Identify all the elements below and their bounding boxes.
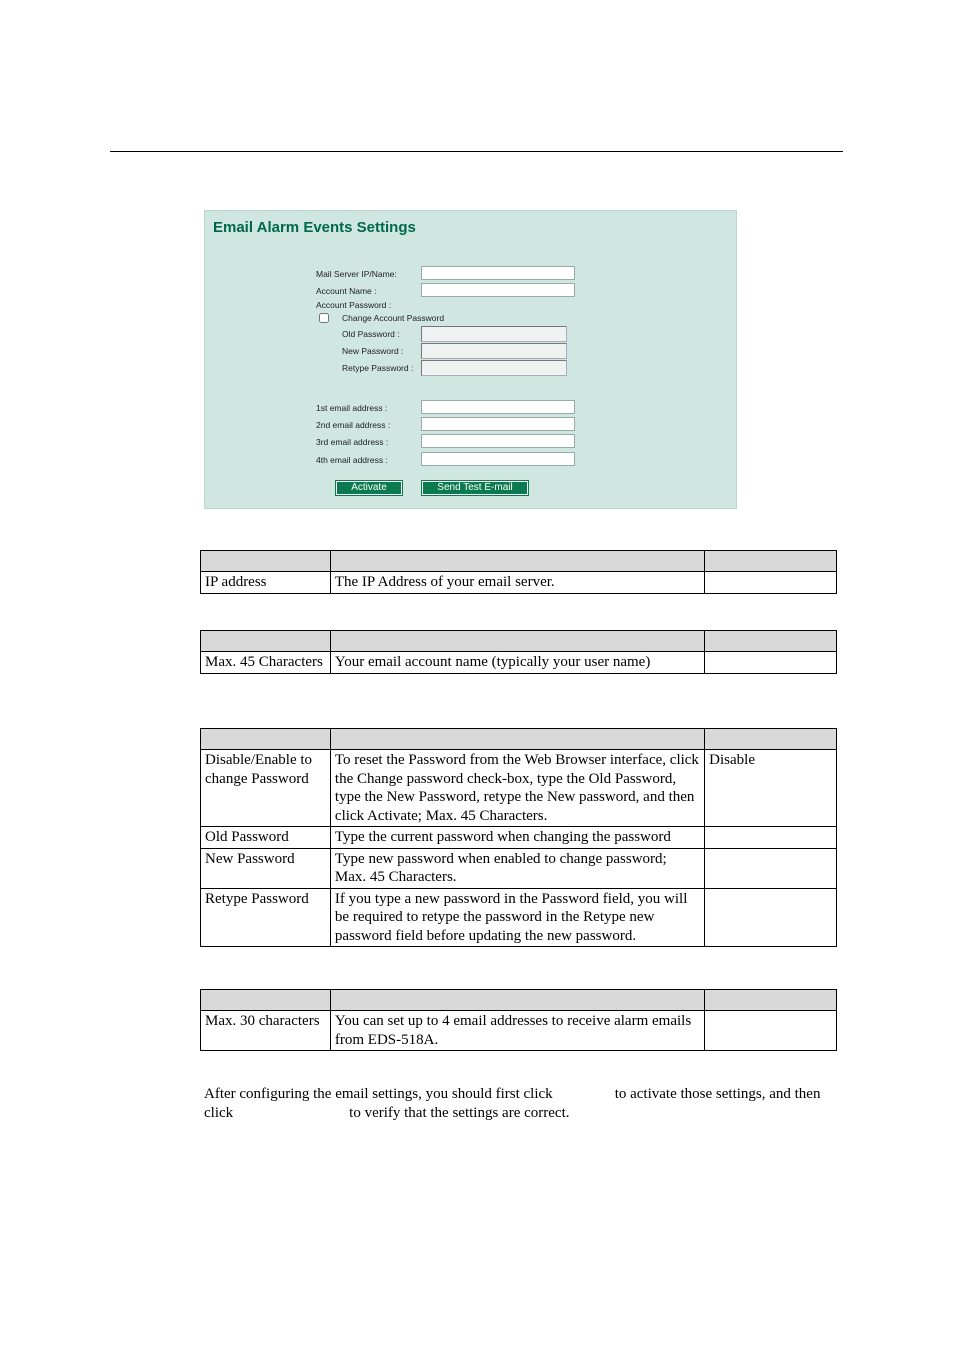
table-row xyxy=(201,750,837,827)
send-test-email-button[interactable]: Send Test E-mail xyxy=(422,481,528,495)
table-row xyxy=(201,572,837,594)
email1-input[interactable] xyxy=(421,400,575,414)
old-password-input[interactable] xyxy=(421,326,567,342)
default-cell: Disable xyxy=(705,750,837,827)
description-cell: You can set up to 4 email addresses to receive alarm emails from EDS-518A. xyxy=(330,1011,704,1051)
table-row xyxy=(201,827,837,849)
table-header-row xyxy=(201,631,837,652)
new-password-label: New Password : xyxy=(342,346,404,356)
email3-label: 3rd email address : xyxy=(316,437,389,447)
para-part3: to verify that the settings are correct. xyxy=(349,1104,570,1121)
mail-server-input[interactable] xyxy=(421,266,575,280)
mail-server-label: Mail Server IP/Name: xyxy=(316,269,397,279)
email2-label: 2nd email address : xyxy=(316,420,391,430)
description-cell: If you type a new password in the Password field, you will be required to retype the password in the Retype new password field before updating the new password. xyxy=(330,888,704,947)
table-row xyxy=(201,1011,837,1051)
default-cell xyxy=(705,1011,837,1051)
new-password-input[interactable] xyxy=(421,343,567,359)
email3-input[interactable] xyxy=(421,434,575,448)
activate-button[interactable]: Activate xyxy=(336,481,402,495)
account-name-table xyxy=(200,630,837,674)
default-cell xyxy=(705,827,837,849)
email4-label: 4th email address : xyxy=(316,455,388,465)
para-part1: After configuring the email settings, you should first click xyxy=(204,1086,553,1102)
description-cell: To reset the Password from the Web Browser interface, click the Change password check-box, type the Old Password, type the New Password, retype the New password, and then click Activate; Max. 45 Characters. xyxy=(330,750,704,827)
change-password-label: Change Account Password xyxy=(342,313,445,323)
setting-cell: New Password xyxy=(201,848,331,888)
email4-input[interactable] xyxy=(421,452,575,466)
default-cell xyxy=(705,572,837,594)
mail-server-table xyxy=(200,550,837,594)
table-row xyxy=(201,652,837,674)
description-cell: Type new password when enabled to change password; Max. 45 Characters. xyxy=(330,848,704,888)
retype-password-input[interactable] xyxy=(421,360,567,376)
email-address-table xyxy=(200,989,837,1051)
table-header-row xyxy=(201,551,837,572)
para-part2: to activate those settings, and then click xyxy=(204,1086,821,1121)
email-alarm-settings-panel xyxy=(204,210,737,509)
password-table xyxy=(200,728,837,947)
description-cell: Your email account name (typically your user name) xyxy=(330,652,704,674)
setting-cell: Max. 45 Characters xyxy=(201,652,331,674)
change-password-checkbox[interactable] xyxy=(319,313,329,323)
old-password-label: Old Password : xyxy=(342,329,400,339)
default-cell xyxy=(705,888,837,947)
email1-label: 1st email address : xyxy=(316,403,388,413)
description-cell: Type the current password when changing the password xyxy=(330,827,704,849)
retype-password-label: Retype Password : xyxy=(342,363,414,373)
panel-title: Email Alarm Events Settings xyxy=(213,219,416,236)
default-cell xyxy=(705,848,837,888)
account-password-label: Account Password : xyxy=(316,300,392,310)
account-name-label: Account Name : xyxy=(316,286,377,296)
setting-cell: Disable/Enable to change Password xyxy=(201,750,331,827)
setting-cell: Max. 30 characters xyxy=(201,1011,331,1051)
setting-cell: Old Password xyxy=(201,827,331,849)
table-row xyxy=(201,888,837,947)
table-header-row xyxy=(201,990,837,1011)
account-name-input[interactable] xyxy=(421,283,575,297)
instructions-paragraph xyxy=(204,1085,834,1122)
table-header-row xyxy=(201,729,837,750)
header-rule xyxy=(110,151,843,152)
email2-input[interactable] xyxy=(421,417,575,431)
setting-cell: Retype Password xyxy=(201,888,331,947)
table-row xyxy=(201,848,837,888)
description-cell: The IP Address of your email server. xyxy=(330,572,704,594)
default-cell xyxy=(705,652,837,674)
setting-cell: IP address xyxy=(201,572,331,594)
